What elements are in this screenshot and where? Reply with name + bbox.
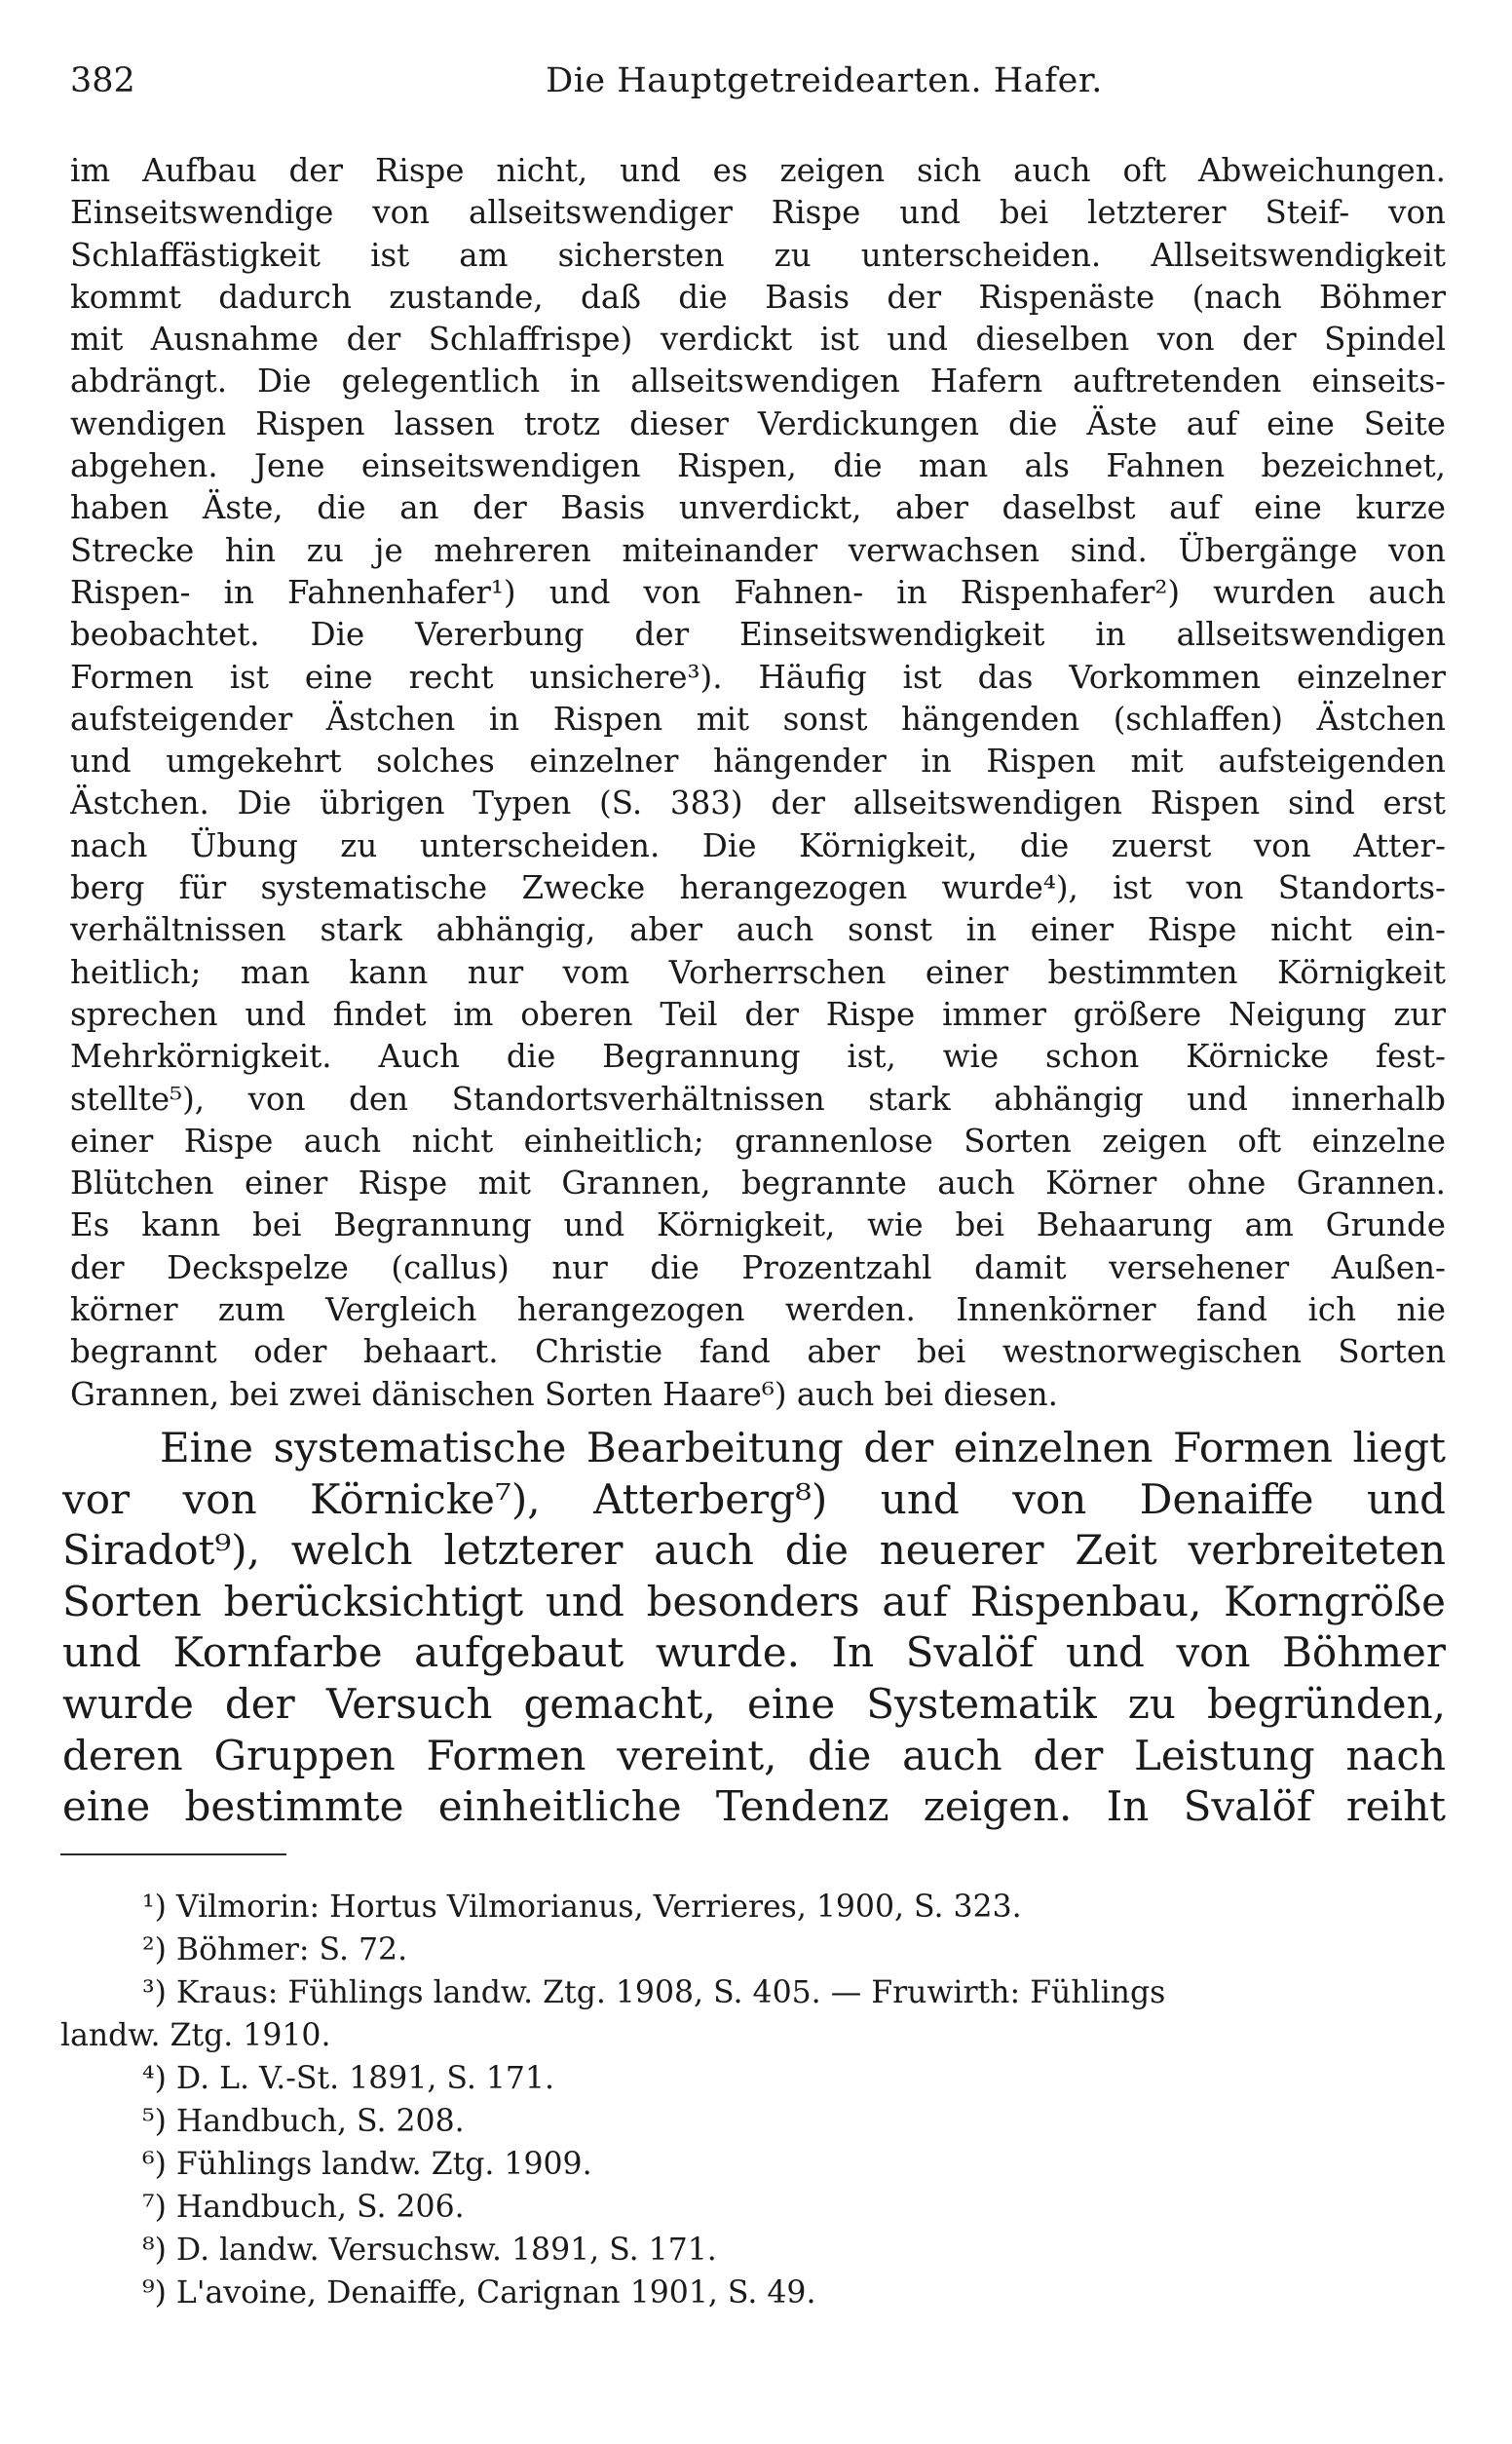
large-line: Siradot⁹), welch letzterer auch die neuerer Zeit verbreiteten [62, 1526, 1446, 1575]
footnotes [60, 1886, 1454, 2314]
body-line: körner zum Vergleich herangezogen werden. Innenkörner fand ich nie [70, 1291, 1446, 1329]
body-line: haben Äste, die an der Basis unverdickt, aber daselbst auf eine kurze [70, 489, 1446, 527]
body-line: begrannt oder behaart. Christie fand aber bei westnorwegischen Sorten [70, 1333, 1446, 1371]
large-line: und Kornfarbe aufgebaut wurde. In Svalöf und von Böhmer [62, 1628, 1446, 1677]
body-line: der Deckspelze (callus) nur die Prozentzahl damit versehener Außen- [70, 1248, 1446, 1286]
footnote: ¹) Vilmorin: Hortus Vilmorianus, Verrieres, 1900, S. 323. [142, 1890, 1022, 1925]
body-line: Schlaffästigkeit ist am sichersten zu unterscheiden. Allseitswendigkeit [70, 236, 1446, 274]
large-line: Sorten berücksichtigt und besonders auf Rispenbau, Korngröße [62, 1577, 1446, 1625]
body-line: nach Übung zu unterscheiden. Die Körnigkeit, die zuerst von Atter- [70, 826, 1446, 864]
body-line: stellte⁵), von den Standortsverhältnissen stark abhängig und innerhalb [70, 1080, 1446, 1118]
body-line: im Aufbau der Rispe nicht, und es zeigen sich auch oft Abweichungen. [70, 152, 1446, 189]
footnote: ⁴) D. L. V.-St. 1891, S. 171. [142, 2061, 555, 2096]
large-line: deren Gruppen Formen vereint, die auch der Leistung nach [62, 1731, 1446, 1779]
footnote: ⁸) D. landw. Versuchsw. 1891, S. 171. [142, 2233, 717, 2268]
footnote: ⁶) Fühlings landw. Ztg. 1909. [142, 2147, 592, 2182]
body-line: Es kann bei Begrannung und Körnigkeit, wie bei Behaarung am Grunde [70, 1206, 1446, 1244]
large-line: eine bestimmte einheitliche Tendenz zeigen. In Svalöf reiht [62, 1782, 1446, 1831]
footnote-separator [60, 1853, 286, 1855]
body-line: einer Rispe auch nicht einheitlich; grannenlose Sorten zeigen oft einzelne [70, 1122, 1446, 1160]
running-title: Die Hauptgetreidearten. Hafer. [546, 61, 1103, 100]
footnote: ²) Böhmer: S. 72. [142, 1932, 408, 1967]
body-line: kommt dadurch zustande, daß die Basis der Rispenäste (nach Böhmer [70, 278, 1446, 316]
body-line: Ästchen. Die übrigen Typen (S. 383) der allseitswendigen Rispen sind erst [70, 784, 1446, 822]
body-line: Formen ist eine recht unsichere³). Häufig ist das Vorkommen einzelner [70, 658, 1446, 696]
large-line: Eine systematische Bearbeitung der einzelnen Formen liegt [160, 1424, 1446, 1471]
page-header [70, 58, 1442, 103]
body-line: sprechen und findet im oberen Teil der Rispe immer größere Neigung zur [70, 995, 1446, 1033]
body-line: abgehen. Jene einseitswendigen Rispen, die man als Fahnen bezeichnet, [70, 447, 1446, 485]
body-line: Mehrkörnigkeit. Auch die Begrannung ist, wie schon Körnicke fest- [70, 1038, 1446, 1076]
body-line: beobachtet. Die Vererbung der Einseitswendigkeit in allseitswendigen [70, 616, 1446, 654]
body-line: Rispen- in Fahnenhafer¹) und von Fahnen- in Rispenhafer²) wurden auch [70, 573, 1446, 611]
body-line: abdrängt. Die gelegentlich in allseitswendigen Hafern auftretenden einseits- [70, 363, 1446, 401]
footnote: ³) Kraus: Fühlings landw. Ztg. 1908, S. 405. — Fruwirth: Fühlings [142, 1975, 1166, 2010]
body-line: mit Ausnahme der Schlaffrispe) verdickt ist und dieselben von der Spindel [70, 321, 1446, 359]
body-line: heitlich; man kann nur vom Vorherrschen einer bestimmten Körnigkeit [70, 953, 1446, 991]
footnote: ⁷) Handbuch, S. 206. [142, 2190, 465, 2225]
body-line: Strecke hin zu je mehreren miteinander verwachsen sind. Übergänge von [70, 531, 1446, 569]
large-paragraph [62, 1423, 1446, 1833]
body-line: Grannen, bei zwei dänischen Sorten Haare⁶) auch bei diesen. [70, 1375, 1059, 1413]
body-line: Einseitswendige von allseitswendiger Rispe und bei letzterer Steif- von [70, 194, 1446, 232]
footnote: ⁹) L'avoine, Denaiffe, Carignan 1901, S. 49. [142, 2275, 816, 2310]
footnote-continuation: landw. Ztg. 1910. [60, 2018, 331, 2053]
body-line: und umgekehrt solches einzelner hängender in Rispen mit aufsteigenden [70, 743, 1446, 781]
large-line: vor von Körnicke⁷), Atterberg⁸) und von Denaiffe und [62, 1474, 1446, 1523]
body-line: Blütchen einer Rispe mit Grannen, begrannte auch Körner ohne Grannen. [70, 1165, 1446, 1203]
body-line: verhältnissen stark abhängig, aber auch sonst in einer Rispe nicht ein- [70, 911, 1446, 949]
large-line: wurde der Versuch gemacht, eine Systematik zu begründen, [62, 1679, 1446, 1728]
page-number: 382 [70, 61, 135, 100]
body-paragraph [70, 150, 1446, 1416]
body-line: aufsteigender Ästchen in Rispen mit sonst hängenden (schlaffen) Ästchen [70, 700, 1446, 738]
footnote: ⁵) Handbuch, S. 208. [142, 2104, 465, 2139]
body-line: wendigen Rispen lassen trotz dieser Verdickungen die Äste auf eine Seite [70, 404, 1446, 442]
body-line: berg für systematische Zwecke herangezogen wurde⁴), ist von Standorts- [70, 869, 1446, 907]
